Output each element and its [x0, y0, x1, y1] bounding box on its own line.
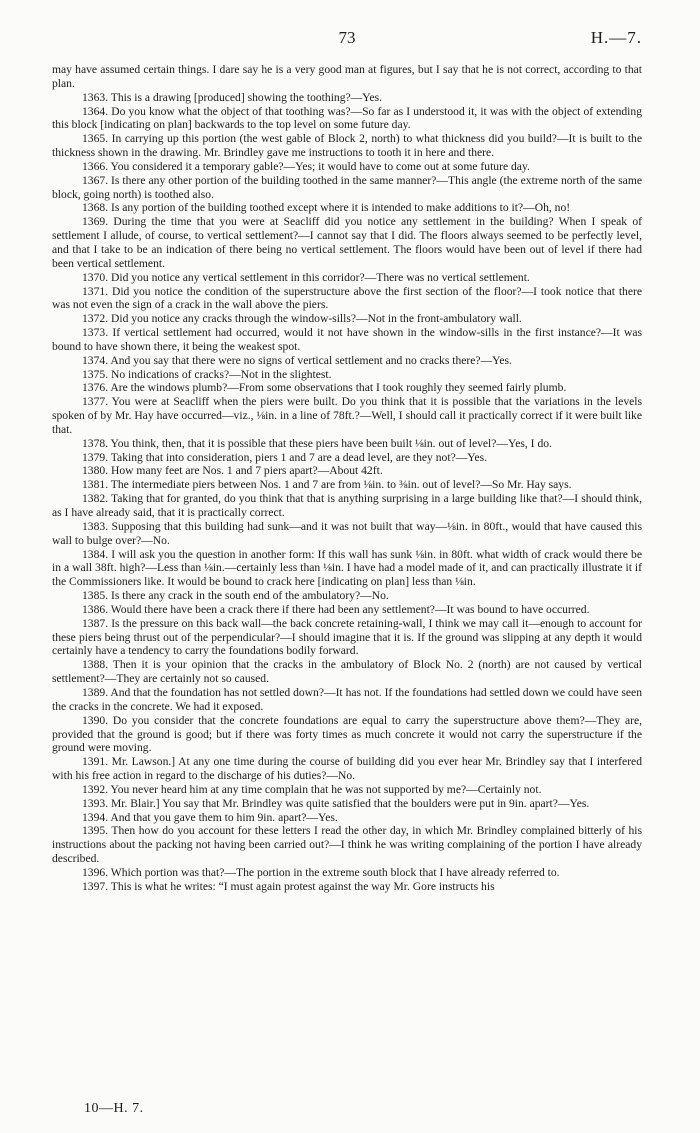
testimony-paragraph: 1368. Is any portion of the building toothed except where it is intended to make additions to it?—Oh, no! [82, 201, 571, 215]
testimony-paragraph: 1391. Mr. Lawson.] At any one time during the course of building did you ever hear Mr. Brindley say that I interfered with his free action in regard to the discharge of his duties?—No. [52, 755, 642, 783]
testimony-paragraph: 1365. In carrying up this portion (the west gable of Block 2, north) to what thickness did you build?—It is built to the thickness shown in the drawing. Mr. Brindley gave me instructions to tooth it in here and there. [52, 132, 642, 160]
testimony-paragraph: 1375. No indications of cracks?—Not in the slightest. [82, 367, 332, 381]
sheet-signature: 10—H. 7. [84, 1101, 144, 1116]
testimony-paragraph: 1388. Then it is your opinion that the cracks in the ambulatory of Block No. 2 (north) are not caused by vertical settlement?—They are certainly not so caused. [52, 658, 642, 686]
testimony-paragraph: 1395. Then how do you account for these letters I read the other day, in which Mr. Brindley complained bitterly of his instructions about the packing not having been carried out?—I think he was writing complaining of the portion I have already described. [52, 824, 642, 866]
testimony-paragraph: 1394. And that you gave them to him 9in. apart?—Yes. [82, 810, 338, 824]
page-number: 73 [338, 28, 356, 47]
testimony-paragraph: 1381. The intermediate piers between Nos. 1 and 7 are from ⅛in. to ⅜in. out of level?—So Mr. Hay says. [82, 478, 572, 492]
testimony-paragraph: 1379. Taking that into consideration, piers 1 and 7 are a dead level, are they not?—Yes. [82, 450, 488, 464]
page-header [52, 28, 642, 48]
testimony-paragraph: 1372. Did you notice any cracks through the window-sills?—Not in the front-ambulatory wall. [82, 312, 522, 326]
document-reference: H.—7. [590, 28, 642, 47]
testimony-paragraph: 1386. Would there have been a crack there if there had been any settlement?—It was bound to have occurred. [82, 602, 590, 616]
testimony-paragraph: 1392. You never heard him at any time complain that he was not supported by me?—Certainly not. [82, 782, 542, 796]
testimony-paragraph: 1397. This is what he writes: “I must again protest against the way Mr. Gore instructs his [82, 879, 495, 893]
testimony-paragraph: 1390. Do you consider that the concrete foundations are equal to carry the superstructure above them?—They are, provided that the ground is good; but if there was forty times as much concrete it would not carry the superstructure if the ground were moving. [52, 713, 642, 755]
testimony-paragraph: 1393. Mr. Blair.] You say that Mr. Brindley was quite satisfied that the boulders were put in 9in. apart?—Yes. [82, 796, 590, 810]
testimony-paragraph: 1387. Is the pressure on this back wall—the back concrete retaining-wall, I think we may call it—enough to account for these piers being thrust out of the perpendicular?—I should imagine that it is. If the ground was slipping at any depth it would certainly have a tendency to carry the foundations bodily forward. [52, 616, 642, 658]
testimony-paragraph: 1377. You were at Seacliff when the piers were built. Do you think that it is possible that the variations in the levels spoken of by Mr. Hay have occurred—viz., ⅛in. in a line of 78ft.?—Well, I should call it practically correct if it were built like that. [52, 395, 642, 436]
testimony-paragraph: 1376. Are the windows plumb?—From some observations that I took roughly they seemed fairly plumb. [82, 381, 567, 395]
testimony-paragraph: 1371. Did you notice the condition of the superstructure above the first section of the floor?—I took notice that there was not even the sign of a crack in the wall above the piers. [52, 284, 642, 312]
testimony-paragraph: 1370. Did you notice any vertical settlement in this corridor?—There was no vertical settlement. [82, 270, 530, 284]
testimony-paragraph: 1373. If vertical settlement had occurred, would it not have shown in the window-sills in the first instance?—It was bound to have shown there, it being the weakest spot. [52, 326, 642, 353]
testimony-paragraph: 1374. And you say that there were no signs of vertical settlement and no cracks there?—Yes. [82, 353, 512, 367]
testimony-paragraph: 1389. And that the foundation has not settled down?—It has not. If the foundations had settled down we could have seen the cracks in the concrete. We had it exposed. [52, 685, 642, 713]
continued-paragraph: may have assumed certain things. I dare say he is a very good man at figures, but I say that he is not correct, according to that plan. [52, 63, 642, 90]
testimony-paragraph: 1385. Is there any crack in the south end of the ambulatory?—No. [82, 589, 389, 603]
testimony-paragraph: 1363. This is a drawing [produced] showing the toothing?—Yes. [82, 90, 383, 104]
testimony-paragraph: 1382. Taking that for granted, do you think that that is anything surprising in a large building like that?—I should think, as I have already said, that it is practically correct. [52, 492, 642, 519]
testimony-paragraph: 1369. During the time that you were at Seacliff did you notice any settlement in the building? When I speak of settlement I allude, of course, to vertical settlement?—I cannot say that I did. The floors always seemed to be perfectly level, and that I take to be an indication of there being no vertical settlement. The floors would have been out of level if there had been vertical settlement. [52, 215, 642, 270]
testimony-paragraph: 1378. You think, then, that it is possible that these piers have been built ⅛in. out of level?—Yes, I do. [82, 436, 552, 450]
testimony-paragraph: 1364. Do you know what the object of that toothing was?—So far as I understood it, it was with the object of extending this block [indicating on plan] backwards to the top level on some future day. [52, 104, 642, 132]
testimony-paragraph: 1366. You considered it a temporary gable?—Yes; it would have to come out at some future day. [82, 159, 530, 173]
testimony-paragraph: 1383. Supposing that this building had sunk—and it was not built that way—⅛in. in 80ft., would that have caused this wall to bulge over?—No. [52, 519, 642, 547]
testimony-paragraph: 1396. Which portion was that?—The portion in the extreme south block that I have already referred to. [82, 865, 560, 879]
testimony-paragraph: 1384. I will ask you the question in another form: If this wall has sunk ⅛in. in 80ft. what width of crack would there be in a wall 38ft. high?—Less than ⅛in.—certainly less than ⅛in. I have had a model made of it, and can practically illustrate it if the Commissioners like. It would be bound to crack here [indicating on plan] less than ⅛in. [52, 547, 642, 589]
testimony-paragraph: 1380. How many feet are Nos. 1 and 7 piers apart?—About 42ft. [82, 464, 383, 478]
testimony-paragraph: 1367. Is there any other portion of the building toothed in the same manner?—This angle (the extreme north of the same block, going north) is toothed also. [52, 173, 642, 201]
document-body [52, 63, 642, 894]
